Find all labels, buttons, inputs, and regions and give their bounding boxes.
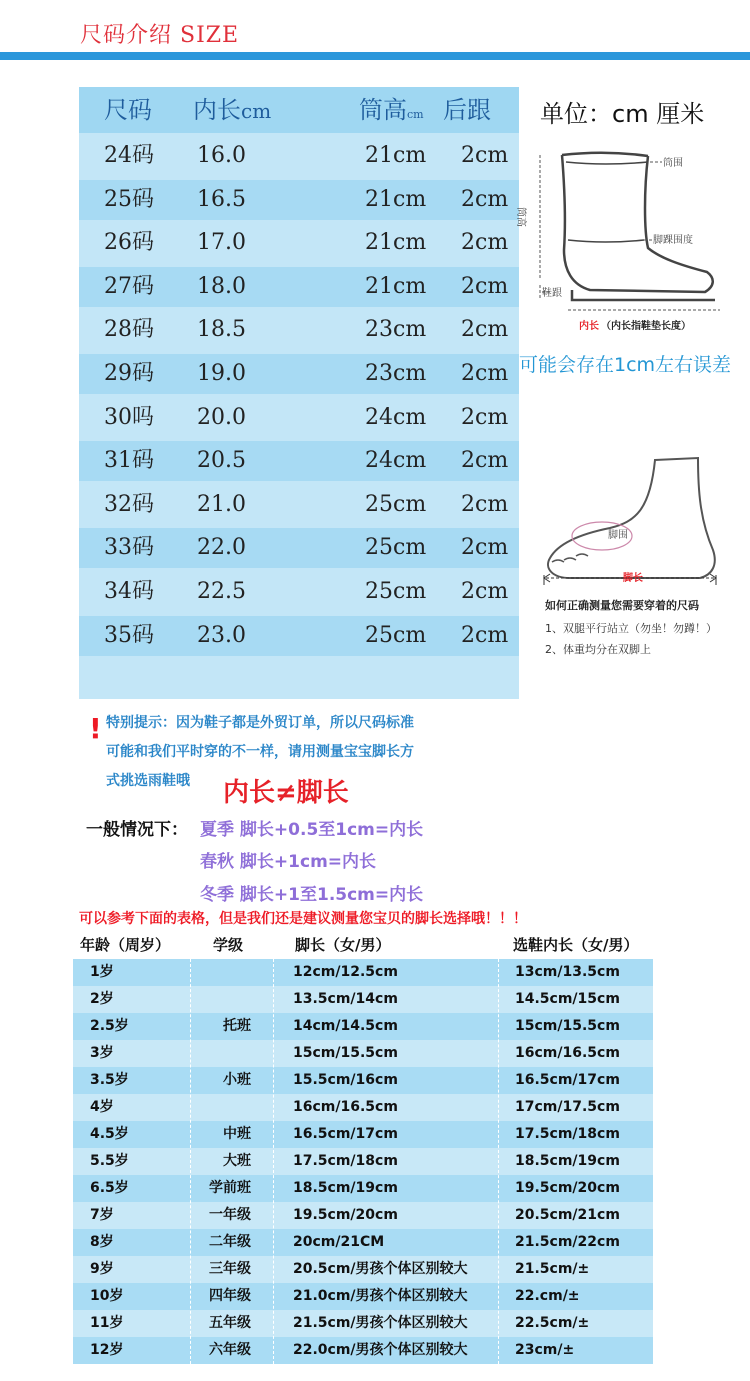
size-row [79, 354, 519, 394]
age-row [73, 1202, 653, 1229]
age-cell-age: 4.5岁 [90, 1126, 129, 1142]
age-row [73, 1148, 653, 1175]
size-row [79, 223, 519, 263]
label-shaft-height: 筒高 [515, 207, 526, 227]
size-row [79, 441, 519, 481]
column-divider [190, 959, 191, 1364]
rule-winter: 冬季 脚长+1至1.5cm=内长 [200, 885, 424, 905]
size-cell-inner: 22.0 [197, 535, 246, 561]
age-row [73, 1067, 653, 1094]
age-row [73, 1040, 653, 1067]
foot-diagram [530, 450, 730, 590]
size-row [79, 528, 519, 568]
age-cell-inner: 21.5cm/22cm [515, 1234, 620, 1250]
age-cell-age: 10岁 [90, 1288, 124, 1304]
size-cell-heel: 2cm [461, 143, 509, 168]
age-cell-inner: 14.5cm/15cm [515, 991, 620, 1007]
header-age: 年龄（周岁） [80, 936, 171, 954]
size-cell-shaft: 24cm [365, 404, 427, 430]
age-cell-foot: 17.5cm/18cm [293, 1153, 398, 1169]
inner-not-equal-foot: 内长≠脚长 [223, 778, 349, 808]
age-cell-age: 4岁 [90, 1099, 114, 1115]
size-cell-inner: 17.0 [197, 230, 246, 256]
size-cell-heel: 2cm [461, 491, 509, 517]
age-cell-age: 9岁 [90, 1261, 114, 1277]
size-row [79, 180, 519, 220]
age-row [73, 1310, 653, 1337]
header-heel: 后跟 [443, 96, 491, 124]
boot-diagram [515, 140, 740, 340]
size-cell-shaft: 23cm [365, 317, 427, 343]
size-cell-size: 35码 [104, 622, 154, 648]
age-cell-age: 12岁 [90, 1342, 124, 1358]
age-row [73, 1094, 653, 1121]
header-grade: 学级 [213, 936, 244, 954]
age-cell-grade: 小班 [223, 1072, 251, 1088]
size-cell-size: 24码 [104, 143, 154, 168]
boot-icon [562, 153, 715, 300]
size-cell-size: 32码 [104, 491, 154, 517]
size-cell-heel: 2cm [461, 404, 509, 430]
age-cell-inner: 16cm/16.5cm [515, 1045, 620, 1061]
measure-title: 如何正确测量您需要穿着的尺码 [545, 599, 699, 612]
size-cell-heel: 2cm [461, 361, 509, 386]
size-table-header [79, 87, 519, 133]
rule-spring: 春秋 脚长+1cm=内长 [200, 852, 377, 872]
size-cell-inner: 16.5 [197, 186, 246, 212]
age-cell-inner: 21.5cm/± [515, 1261, 590, 1277]
age-row [73, 986, 653, 1013]
size-cell-inner: 23.0 [197, 622, 246, 648]
size-cell-inner: 20.5 [197, 448, 246, 474]
age-cell-foot: 21.5cm/男孩个体区别较大 [293, 1315, 468, 1331]
size-cell-size: 26码 [104, 230, 154, 256]
age-cell-inner: 22.cm/± [515, 1288, 580, 1304]
age-cell-foot: 12cm/12.5cm [293, 964, 398, 980]
size-cell-heel: 2cm [461, 579, 509, 604]
size-cell-inner: 21.0 [197, 491, 246, 517]
label-heel: 鞋跟 [542, 288, 562, 299]
age-cell-foot: 14cm/14.5cm [293, 1018, 398, 1034]
age-table-header [73, 932, 653, 959]
age-cell-age: 2岁 [90, 991, 114, 1007]
tip-line-1: 特别提示：因为鞋子都是外贸订单，所以尺码标准 [106, 715, 414, 731]
size-cell-heel: 2cm [461, 622, 509, 648]
label-ankle: 脚踝围度 [653, 235, 693, 246]
age-row [73, 1175, 653, 1202]
label-inner-length-note: （内长指鞋垫长度） [601, 321, 691, 332]
age-cell-grade: 六年级 [209, 1342, 251, 1358]
reference-note: 可以参考下面的表格，但是我们还是建议测量您宝贝的脚长选择哦！！！ [79, 911, 527, 927]
size-cell-size: 31码 [104, 448, 154, 474]
age-cell-grade: 一年级 [209, 1207, 251, 1223]
size-row [79, 485, 519, 525]
age-cell-inner: 18.5cm/19cm [515, 1153, 620, 1169]
header-inner: 内长cm [193, 96, 272, 124]
age-cell-grade: 三年级 [209, 1261, 251, 1277]
size-cell-shaft: 23cm [365, 361, 427, 386]
header-inner: 选鞋内长（女/男） [513, 936, 639, 954]
age-cell-grade: 四年级 [209, 1288, 251, 1304]
size-cell-heel: 2cm [461, 230, 509, 256]
header-divider [0, 52, 750, 60]
foot-icon [548, 458, 715, 578]
age-cell-foot: 20.5cm/男孩个体区别较大 [293, 1261, 468, 1277]
header-shaft: 筒高cm [359, 96, 424, 124]
age-cell-inner: 16.5cm/17cm [515, 1072, 620, 1088]
age-cell-age: 2.5岁 [90, 1018, 129, 1034]
age-cell-grade: 中班 [223, 1126, 251, 1142]
column-divider [498, 959, 499, 1364]
age-cell-foot: 13.5cm/14cm [293, 991, 398, 1007]
age-cell-age: 3岁 [90, 1045, 114, 1061]
label-opening: 筒围 [663, 158, 683, 169]
page-title: 尺码介绍 SIZE [80, 23, 240, 48]
size-row [79, 310, 519, 350]
age-cell-inner: 23cm/± [515, 1342, 575, 1358]
age-cell-inner: 15cm/15.5cm [515, 1018, 620, 1034]
age-row [73, 1337, 653, 1364]
tip-line-2: 可能和我们平时穿的不一样，请用测量宝宝脚长方 [106, 744, 414, 760]
age-cell-inner: 20.5cm/21cm [515, 1207, 620, 1223]
size-cell-size: 25码 [104, 186, 154, 212]
size-cell-shaft: 25cm [365, 622, 427, 648]
age-cell-foot: 16cm/16.5cm [293, 1099, 398, 1115]
size-cell-shaft: 21cm [365, 186, 427, 212]
size-cell-size: 33码 [104, 535, 154, 561]
size-cell-size: 34码 [104, 579, 154, 604]
size-cell-size: 29码 [104, 361, 154, 386]
age-cell-inner: 13cm/13.5cm [515, 964, 620, 980]
rule-summer: 夏季 脚长+0.5至1cm=内长 [200, 820, 424, 840]
header-foot: 脚长（女/男） [295, 936, 391, 954]
size-cell-heel: 2cm [461, 448, 509, 474]
header-size: 尺码 [104, 96, 152, 124]
age-cell-grade: 学前班 [209, 1180, 251, 1196]
label-inner-length: 内长 [579, 321, 599, 332]
age-cell-foot: 15cm/15.5cm [293, 1045, 398, 1061]
size-cell-inner: 18.5 [197, 317, 246, 343]
size-cell-inner: 22.5 [197, 579, 246, 604]
warning-icon: ! [89, 712, 102, 745]
error-note: 可能会存在1cm左右误差 [519, 354, 732, 376]
label-foot-girth: 脚围 [608, 530, 628, 541]
age-cell-inner: 17cm/17.5cm [515, 1099, 620, 1115]
size-cell-size: 28码 [104, 317, 154, 343]
age-cell-foot: 18.5cm/19cm [293, 1180, 398, 1196]
age-cell-foot: 15.5cm/16cm [293, 1072, 398, 1088]
age-cell-foot: 16.5cm/17cm [293, 1126, 398, 1142]
age-row [73, 1229, 653, 1256]
age-row [73, 1121, 653, 1148]
size-cell-heel: 2cm [461, 273, 509, 299]
age-cell-grade: 大班 [223, 1153, 251, 1169]
size-cell-heel: 2cm [461, 186, 509, 212]
size-cell-inner: 20.0 [197, 404, 246, 430]
age-cell-foot: 21.0cm/男孩个体区别较大 [293, 1288, 468, 1304]
age-cell-inner: 19.5cm/20cm [515, 1180, 620, 1196]
size-cell-shaft: 21cm [365, 230, 427, 256]
age-cell-grade: 托班 [223, 1018, 251, 1034]
age-cell-age: 1岁 [90, 964, 114, 980]
size-cell-shaft: 25cm [365, 491, 427, 517]
age-cell-grade: 二年级 [209, 1234, 251, 1250]
measure-step-2: 2、体重均分在双脚上 [545, 643, 651, 656]
general-label: 一般情况下： [86, 820, 188, 840]
size-cell-shaft: 25cm [365, 535, 427, 561]
age-row [73, 1013, 653, 1040]
age-row [73, 1283, 653, 1310]
size-cell-inner: 19.0 [197, 361, 246, 386]
age-cell-age: 11岁 [90, 1315, 124, 1331]
age-cell-age: 3.5岁 [90, 1072, 129, 1088]
age-cell-foot: 20cm/21CM [293, 1234, 385, 1250]
age-cell-foot: 22.0cm/男孩个体区别较大 [293, 1342, 468, 1358]
size-cell-inner: 18.0 [197, 273, 246, 299]
size-cell-heel: 2cm [461, 317, 509, 343]
age-cell-age: 7岁 [90, 1207, 114, 1223]
size-row [79, 616, 519, 656]
size-cell-size: 30吗 [104, 404, 154, 430]
age-cell-foot: 19.5cm/20cm [293, 1207, 398, 1223]
age-row [73, 1256, 653, 1283]
size-row [79, 267, 519, 307]
age-cell-inner: 17.5cm/18cm [515, 1126, 620, 1142]
measure-step-1: 1、双腿平行站立（勿坐！勿蹲！） [545, 622, 717, 635]
column-divider [273, 959, 274, 1364]
age-cell-age: 5.5岁 [90, 1153, 129, 1169]
size-cell-shaft: 25cm [365, 579, 427, 604]
unit-label: 单位：cm 厘米 [540, 100, 705, 128]
size-cell-heel: 2cm [461, 535, 509, 561]
age-cell-age: 8岁 [90, 1234, 114, 1250]
age-cell-inner: 22.5cm/± [515, 1315, 590, 1331]
size-row [79, 572, 519, 612]
age-row [73, 959, 653, 986]
size-cell-shaft: 21cm [365, 273, 427, 299]
label-foot-length: 脚长 [623, 573, 643, 584]
size-cell-shaft: 21cm [365, 143, 427, 168]
size-cell-shaft: 24cm [365, 448, 427, 474]
age-cell-grade: 五年级 [209, 1315, 251, 1331]
tip-line-3: 式挑选雨鞋哦 [106, 773, 190, 789]
size-row [79, 398, 519, 438]
age-cell-age: 6.5岁 [90, 1180, 129, 1196]
size-table [79, 87, 519, 699]
size-cell-inner: 16.0 [197, 143, 246, 168]
size-row [79, 136, 519, 176]
size-cell-size: 27码 [104, 273, 154, 299]
